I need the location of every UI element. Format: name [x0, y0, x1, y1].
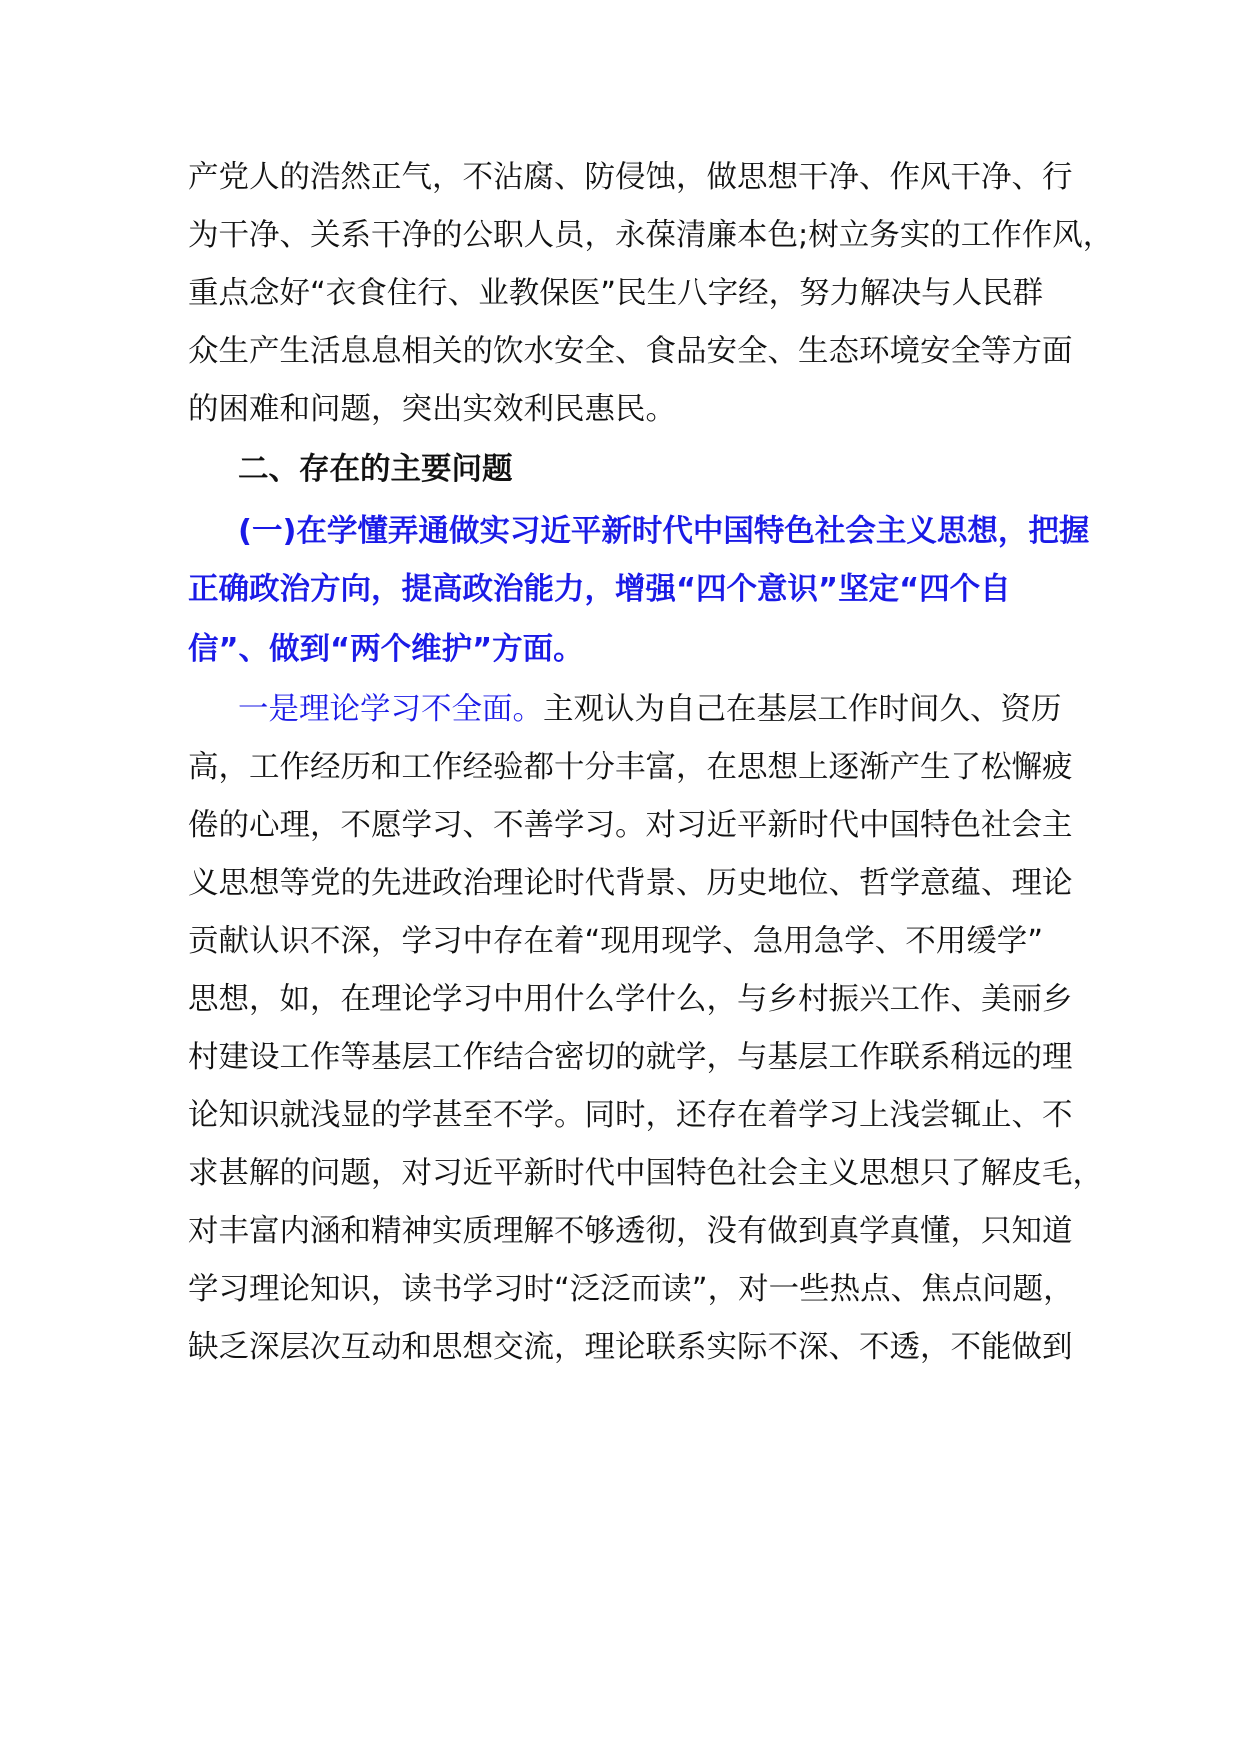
paragraph-line: 众生产生活息息相关的饮水安全、食品安全、生态环境安全等方面 [188, 334, 1073, 369]
paragraph-line: 学习理论知识，读书学习时“泛泛而读”，对一些热点、焦点问题， [188, 1272, 1074, 1307]
paragraph-line: 高，工作经历和工作经验都十分丰富，在思想上逐渐产生了松懈疲 [188, 750, 1073, 785]
paragraph-line: 的困难和问题，突出实效利民惠民。 [188, 392, 676, 427]
subsection-heading-line: 正确政治方向，提高政治能力，增强“四个意识”坚定“四个自 [188, 572, 1011, 607]
subsection-heading-line: (一)在学懂弄通做实习近平新时代中国特色社会主义思想，把握 [238, 514, 1090, 549]
paragraph-line: 思想，如，在理论学习中用什么学什么，与乡村振兴工作、美丽乡 [188, 982, 1073, 1017]
subsection-heading-line: 信”、做到“两个维护”方面。 [188, 632, 584, 667]
paragraph-line: 为干净、关系干净的公职人员，永葆清廉本色;树立务实的工作作风， [188, 218, 1114, 253]
paragraph-line: 论知识就浅显的学甚至不学。同时，还存在着学习上浅尝辄止、不 [188, 1098, 1073, 1133]
paragraph-line: 贡献认识不深，学习中存在着“现用现学、急用急学、不用缓学” [188, 924, 1044, 959]
point-first-line [238, 677, 1062, 743]
paragraph-line: 对丰富内涵和精神实质理解不够透彻，没有做到真学真懂，只知道 [188, 1214, 1073, 1249]
point-first-line-rest: 主观认为自己在基层工作时间久、资历 [543, 692, 1062, 727]
paragraph-line: 村建设工作等基层工作结合密切的就学，与基层工作联系稍远的理 [188, 1040, 1073, 1075]
paragraph-line: 重点念好“衣食住行、业教保医”民生八字经，努力解决与人民群 [188, 276, 1044, 311]
paragraph-line: 求甚解的问题，对习近平新时代中国特色社会主义思想只了解皮毛， [188, 1156, 1103, 1191]
point-lead: 一是理论学习不全面。 [238, 692, 543, 727]
paragraph-line: 产党人的浩然正气，不沾腐、防侵蚀，做思想干净、作风干净、行 [188, 160, 1073, 195]
paragraph-line: 义思想等党的先进政治理论时代背景、历史地位、哲学意蕴、理论 [188, 866, 1073, 901]
paragraph-line: 缺乏深层次互动和思想交流，理论联系实际不深、不透，不能做到 [188, 1330, 1073, 1365]
paragraph-line: 倦的心理，不愿学习、不善学习。对习近平新时代中国特色社会主 [188, 808, 1073, 843]
section-heading: 二、存在的主要问题 [238, 452, 513, 487]
